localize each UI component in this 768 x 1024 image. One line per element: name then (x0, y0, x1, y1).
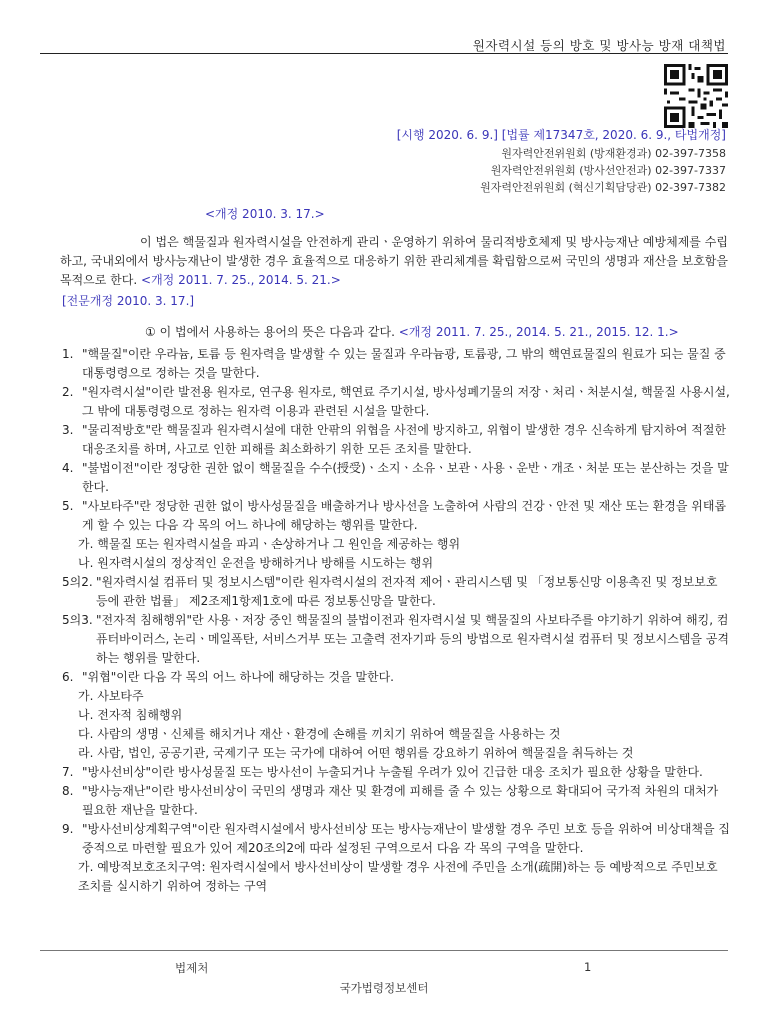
item-text: "핵물질"이란 우라늄, 토륨 등 원자력을 발생할 수 있는 물질과 우라늄광, 토륨광, 그 밖의 핵연료물질의 원료가 되는 물질 중 대통령령으로 정하는 것을 말한다. (82, 347, 726, 380)
item-text: "사보타주"란 정당한 권한 없이 방사성물질을 배출하거나 방사선을 노출하여 사람의 건강ㆍ안전 및 재산 또는 환경을 위태롭게 할 수 있는 다음 각 목의 어느 하나에 해당하는 행위를 말한다. (82, 499, 727, 532)
list-item (62, 421, 730, 459)
list-item (62, 383, 730, 421)
definitions-list (62, 345, 730, 896)
definitions-intro-text: ① 이 법에서 사용하는 용어의 뜻은 다음과 같다. (145, 325, 395, 339)
item-text: "방사선비상계획구역"이란 원자력시설에서 방사선비상 또는 방사능재난이 발생할 경우 주민 보호 등을 위하여 비상대책을 집중적으로 마련할 필요가 있어 제20조의2에 따라 설정된 구역으로서 다음 각 목의 구역을 말한다. (82, 822, 731, 855)
item-number: 5의2. (62, 575, 93, 589)
item-number: 3. (62, 423, 74, 437)
definitions-amendment: <개정 2011. 7. 25., 2014. 5. 21., 2015. 12. 1.> (398, 325, 679, 339)
sub-item: 나. 원자력시설의 정상적인 운전을 방해하거나 방해를 시도하는 행위 (78, 556, 434, 570)
purpose-paragraph (60, 233, 728, 290)
list-item (62, 763, 730, 782)
item-number: 6. (62, 670, 74, 684)
sub-item: 라. 사람, 법인, 공공기관, 국제기구 또는 국가에 대하여 어떤 행위를 강요하기 위하여 핵물질을 취득하는 것 (78, 746, 634, 760)
amendment-note: <개정 2010. 3. 17.> (205, 207, 325, 221)
list-item (62, 345, 730, 383)
list-item (62, 497, 730, 535)
list-item (62, 611, 730, 668)
item-number: 2. (62, 385, 74, 399)
item-text: "방사능재난"이란 방사선비상이 국민의 생명과 재산 및 환경에 피해를 줄 수 있는 상황으로 확대되어 국가적 차원의 대처가 필요한 재난을 말한다. (82, 784, 719, 817)
sub-item: 나. 전자적 침해행위 (78, 708, 183, 722)
list-item (62, 573, 730, 611)
item-text: "물리적방호"란 핵물질과 원자력시설에 대한 안팎의 위협을 사전에 방지하고, 위협이 발생한 경우 신속하게 탐지하여 적절한 대응조치를 하며, 사고로 인한 피해를 최소화하기 위한 모든 조치를 말한다. (82, 423, 727, 456)
definitions-intro (145, 323, 679, 340)
item-text: "전자적 침해행위"란 사용ㆍ저장 중인 핵물질의 불법이전과 원자력시설 및 핵물질의 사보타주를 야기하기 위하여 해킹, 컴퓨터바이러스, 논리ㆍ메일폭탄, 서비스거부 또는 고출력 전자기파 등의 방법으로 원자력시설 컴퓨터 및 정보시스템을 공격하는 행위를 말한다. (96, 613, 730, 665)
sub-item: 다. 사람의 생명ㆍ신체를 해치거나 재산ㆍ환경에 손해를 끼치기 위하여 핵물질을 사용하는 것 (78, 727, 561, 741)
item-number: 1. (62, 347, 74, 361)
sub-item: 가. 예방적보호조치구역: 원자력시설에서 방사선비상이 발생할 경우 사전에 주민을 소개(疏開)하는 등 예방적으로 주민보호 조치를 실시하기 위하여 정하는 구역 (78, 860, 718, 893)
list-item (62, 820, 730, 858)
list-item (62, 459, 730, 497)
item-number: 7. (62, 765, 74, 779)
footer-source: 국가법령정보센터 (339, 981, 429, 995)
purpose-text: 이 법은 핵물질과 원자력시설을 안전하게 관리ㆍ운영하기 위하여 물리적방호체제 및 방사능재난 예방체제를 수립하고, 국내외에서 방사능재난이 발생한 경우 효율적으로 대응하기 위한 관리체계를 확립함으로써 국민의 생명과 재산을 보호함을 목적으로 한다. (60, 235, 728, 287)
sub-item: 가. 사보타주 (78, 689, 144, 703)
contact-line: 원자력안전위원회 (방재환경과) 02-397-7358 (501, 147, 726, 160)
list-item (62, 668, 730, 687)
footer-publisher: 법제처 (175, 961, 209, 975)
qr-code-icon (664, 64, 728, 128)
full-amendment-note: [전문개정 2010. 3. 17.] (62, 294, 195, 308)
item-number: 5의3. (62, 613, 93, 627)
item-text: "위협"이란 다음 각 목의 어느 하나에 해당하는 것을 말한다. (82, 670, 394, 684)
document-title: 원자력시설 등의 방호 및 방사능 방재 대책법 (472, 38, 726, 53)
purpose-amendment: <개정 2011. 7. 25., 2014. 5. 21.> (141, 273, 341, 287)
item-text: "원자력시설"이란 발전용 원자로, 연구용 원자로, 핵연료 주기시설, 방사성폐기물의 저장ㆍ처리ㆍ처분시설, 핵물질 사용시설, 그 밖에 대통령령으로 정하는 원자력 이용과 관련된 시설을 말한다. (82, 385, 730, 418)
page-number: 1 (584, 960, 592, 974)
item-text: "불법이전"이란 정당한 권한 없이 핵물질을 수수(授受)ㆍ소지ㆍ소유ㆍ보관ㆍ사용ㆍ운반ㆍ개조ㆍ처분 또는 분산하는 것을 말한다. (82, 461, 729, 494)
header-divider (40, 53, 728, 54)
sub-item: 가. 핵물질 또는 원자력시설을 파괴ㆍ손상하거나 그 원인을 제공하는 행위 (78, 537, 461, 551)
effective-date-line: [시행 2020. 6. 9.] [법률 제17347호, 2020. 6. 9., 타법개정] (396, 128, 726, 142)
contact-line: 원자력안전위원회 (방사선안전과) 02-397-7337 (490, 164, 726, 177)
item-number: 8. (62, 784, 74, 798)
footer-divider (40, 950, 728, 951)
item-text: "원자력시설 컴퓨터 및 정보시스템"이란 원자력시설의 전자적 제어ㆍ관리시스템 및 「정보통신망 이용촉진 및 정보보호 등에 관한 법률」 제2조제1항제1호에 따른 정보통신망을 말한다. (96, 575, 718, 608)
item-number: 9. (62, 822, 74, 836)
list-item (62, 782, 730, 820)
item-text: "방사선비상"이란 방사성물질 또는 방사선이 누출되거나 누출될 우려가 있어 긴급한 대응 조치가 필요한 상황을 말한다. (82, 765, 703, 779)
contact-line: 원자력안전위원회 (혁신기획담당관) 02-397-7382 (480, 181, 726, 194)
item-number: 4. (62, 461, 74, 475)
item-number: 5. (62, 499, 74, 513)
